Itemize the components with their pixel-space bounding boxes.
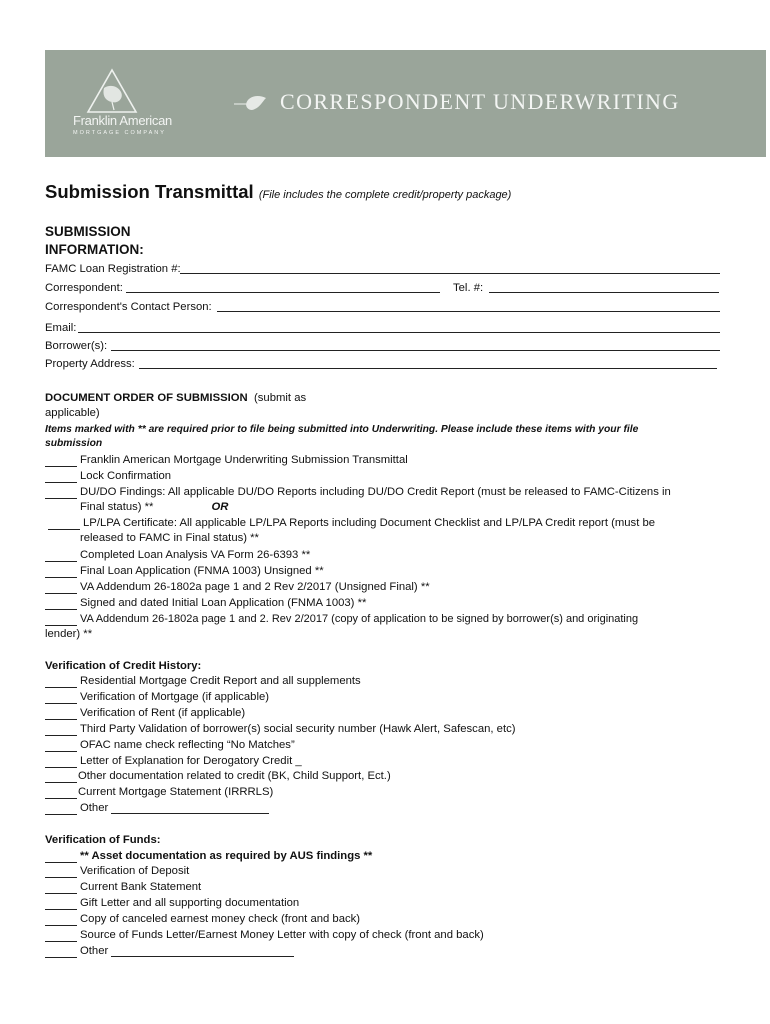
check-blank[interactable] <box>45 946 77 958</box>
check-blank[interactable] <box>45 614 77 626</box>
property-address-field[interactable] <box>139 368 717 369</box>
email-field[interactable] <box>78 332 720 333</box>
check-blank[interactable] <box>45 582 77 594</box>
check-blank[interactable] <box>45 471 77 483</box>
submission-heading-1: SUBMISSION <box>45 224 131 239</box>
credit-heading: Verification of Credit History: <box>45 660 202 672</box>
check-blank[interactable] <box>45 740 77 752</box>
property-address-label: Property Address: <box>45 358 135 370</box>
borrowers-label: Borrower(s): <box>45 340 108 352</box>
doc-order-heading: DOCUMENT ORDER OF SUBMISSION (submit as <box>45 392 307 404</box>
check-blank[interactable] <box>45 787 77 799</box>
checklist-item[interactable]: OFAC name check reflecting “No Matches” <box>45 738 295 752</box>
checklist-item[interactable]: Current Bank Statement <box>45 880 201 894</box>
page-subtitle: (File includes the complete credit/property package) <box>258 189 512 201</box>
checklist-item[interactable]: Gift Letter and all supporting documentation <box>45 896 299 910</box>
contact-person-field[interactable] <box>217 311 720 312</box>
check-blank[interactable] <box>45 756 77 768</box>
checklist-item[interactable]: Other <box>45 801 108 815</box>
tel-label: Tel. #: <box>453 282 484 294</box>
tel-field[interactable] <box>489 292 719 293</box>
borrowers-field[interactable] <box>111 350 720 351</box>
page-title: Submission Transmittal (File includes the complete credit/property package) <box>45 181 512 202</box>
checklist-item[interactable]: Final Loan Application (FNMA 1003) Unsigned ** <box>45 564 324 578</box>
checklist-item[interactable]: VA Addendum 26-1802a page 1 and 2 Rev 2/2017 (Unsigned Final) ** <box>45 580 430 594</box>
funds-other-field[interactable] <box>111 956 294 957</box>
checklist-item[interactable]: Lock Confirmation <box>45 469 171 483</box>
correspondent-field[interactable] <box>126 292 440 293</box>
correspondent-label: Correspondent: <box>45 282 123 294</box>
submission-heading-2: INFORMATION: <box>45 242 144 257</box>
check-blank[interactable] <box>45 771 77 783</box>
check-blank[interactable] <box>45 724 77 736</box>
check-blank[interactable] <box>45 866 77 878</box>
credit-other-field[interactable] <box>111 813 269 814</box>
doc-order-note: Items marked with ** are required prior to file being submitted into Underwriting. Please include these items with your file <box>45 424 639 435</box>
checklist-item[interactable]: Verification of Mortgage (if applicable) <box>45 690 269 704</box>
checklist-item[interactable]: VA Addendum 26-1802a page 1 and 2. Rev 2/2017 (copy of application to be signed by borrower(s) and originating <box>45 612 638 626</box>
check-blank[interactable] <box>45 566 77 578</box>
doc-order-note-cont: submission <box>45 438 103 449</box>
checklist-item[interactable]: Verification of Rent (if applicable) <box>45 706 245 720</box>
checklist-item[interactable]: Source of Funds Letter/Earnest Money Letter with copy of check (front and back) <box>45 928 484 942</box>
contact-person-label: Correspondent's Contact Person: <box>45 301 212 313</box>
email-label: Email: <box>45 322 77 334</box>
check-blank[interactable] <box>45 550 77 562</box>
checklist-item[interactable]: DU/DO Findings: All applicable DU/DO Reports including DU/DO Credit Report (must be released to FAMC-Citizens in <box>45 485 671 499</box>
check-blank[interactable] <box>45 676 77 688</box>
check-blank[interactable] <box>45 930 77 942</box>
checklist-item[interactable]: Other <box>45 944 108 958</box>
checklist-item[interactable]: Copy of canceled earnest money check (front and back) <box>45 912 360 926</box>
check-blank[interactable] <box>45 708 77 720</box>
check-blank[interactable] <box>45 598 77 610</box>
checklist-item[interactable]: Third Party Validation of borrower(s) social security number (Hawk Alert, Safescan, etc) <box>45 722 516 736</box>
check-blank[interactable] <box>45 851 77 863</box>
checklist-item[interactable]: Signed and dated Initial Loan Application (FNMA 1003) ** <box>45 596 366 610</box>
check-blank[interactable] <box>45 803 77 815</box>
check-blank[interactable] <box>45 882 77 894</box>
logo-subtitle: MORTGAGE COMPANY <box>73 130 166 136</box>
checklist-item[interactable]: Current Mortgage Statement (IRRRLS) <box>45 785 273 799</box>
banner-title: CORRESPONDENT UNDERWRITING <box>280 89 680 114</box>
loan-registration-label: FAMC Loan Registration #: <box>45 263 181 275</box>
checklist-item[interactable]: Verification of Deposit <box>45 864 189 878</box>
doc-order-heading-cont: applicable) <box>45 407 100 419</box>
checklist-item[interactable]: LP/LPA Certificate: All applicable LP/LPA Reports including Document Checklist and LP/LPA Credit report (must be <box>48 516 655 530</box>
funds-heading: Verification of Funds: <box>45 834 161 846</box>
check-blank[interactable] <box>45 898 77 910</box>
checklist-item[interactable]: Residential Mortgage Credit Report and all supplements <box>45 674 361 688</box>
checklist-item[interactable]: Other documentation related to credit (BK, Child Support, Ect.) <box>45 769 391 783</box>
leaf-icon <box>232 92 272 114</box>
checklist-item[interactable]: ** Asset documentation as required by AUS findings ** <box>45 849 372 863</box>
checklist-item[interactable]: Letter of Explanation for Derogatory Credit _ <box>45 754 302 768</box>
checklist-item-cont: released to FAMC in Final status) ** <box>80 532 259 544</box>
checklist-item-cont: Final status) ** OR <box>80 501 229 513</box>
checklist-item-cont: lender) ** <box>45 628 93 640</box>
check-blank[interactable] <box>45 914 77 926</box>
check-blank[interactable] <box>45 455 77 467</box>
check-blank[interactable] <box>48 518 80 530</box>
checklist-item[interactable]: Completed Loan Analysis VA Form 26-6393 ** <box>45 548 310 562</box>
check-blank[interactable] <box>45 692 77 704</box>
logo-name: Franklin American <box>73 113 172 128</box>
loan-registration-field[interactable] <box>180 273 720 274</box>
checklist-item[interactable]: Franklin American Mortgage Underwriting Submission Transmittal <box>45 453 408 467</box>
check-blank[interactable] <box>45 487 77 499</box>
